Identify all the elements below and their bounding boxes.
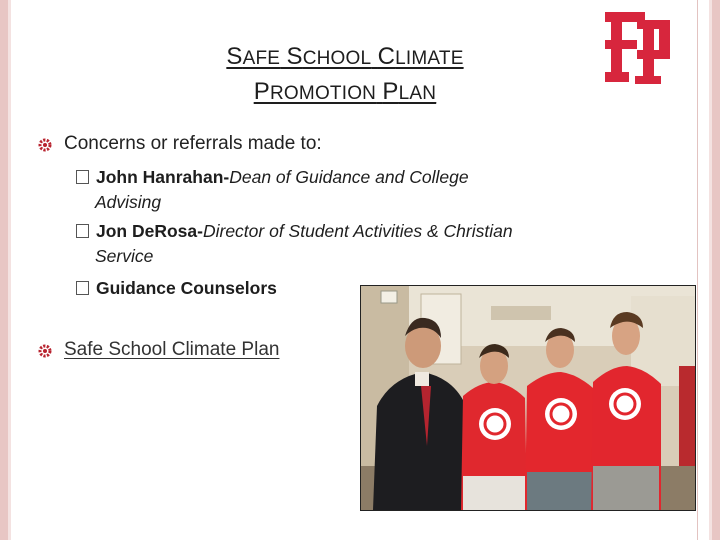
group-photo-image bbox=[361, 286, 695, 510]
checkbox-square-icon bbox=[76, 281, 89, 295]
right-border bbox=[712, 0, 720, 540]
sub-item-derosa bbox=[76, 219, 616, 269]
left-border bbox=[0, 0, 8, 540]
gear-bullet-icon bbox=[38, 344, 52, 358]
fp-logo-icon bbox=[603, 10, 673, 88]
left-border-inner bbox=[8, 0, 11, 540]
plan-link[interactable]: Safe School Climate Plan bbox=[64, 339, 280, 360]
sub-item-hanrahan bbox=[76, 165, 616, 215]
right-rule bbox=[697, 0, 698, 540]
bullet-text: Concerns or referrals made to: bbox=[64, 133, 322, 154]
contact-role: Dean of Guidance and College bbox=[229, 167, 469, 187]
contact-name: Jon DeRosa- bbox=[96, 221, 203, 241]
checkbox-square-icon bbox=[76, 170, 89, 184]
contact-name: John Hanrahan- bbox=[96, 167, 230, 187]
gear-bullet-icon bbox=[38, 138, 52, 152]
title-line-1: SAFE SCHOOL CLIMATE bbox=[226, 43, 464, 70]
group-photo bbox=[360, 285, 696, 511]
contact-role-cont: Service bbox=[95, 246, 154, 266]
title-line-2: PROMOTION PLAN bbox=[253, 78, 437, 105]
contact-name: Guidance Counselors bbox=[96, 278, 277, 298]
contact-role-cont: Advising bbox=[95, 192, 162, 212]
contact-role: Director of Student Activities & Christian bbox=[202, 221, 513, 241]
right-border-inner bbox=[709, 0, 712, 540]
slide-title bbox=[150, 40, 540, 110]
checkbox-square-icon bbox=[76, 224, 89, 238]
